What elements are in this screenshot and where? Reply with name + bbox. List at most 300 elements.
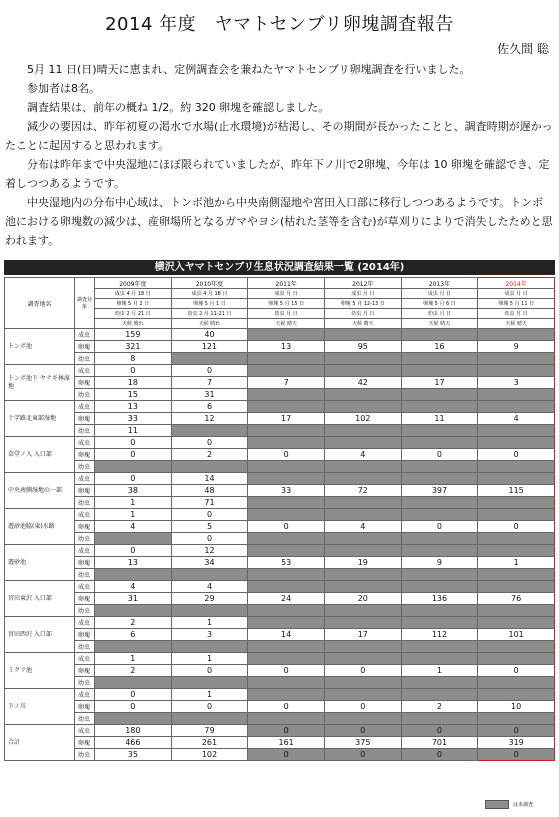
unsurveyed-cell xyxy=(248,533,325,545)
survey-date-cell: 幼虫 月 日 xyxy=(324,309,401,319)
unsurveyed-cell xyxy=(171,353,248,365)
unsurveyed-cell xyxy=(478,653,555,665)
unsurveyed-cell xyxy=(95,461,172,473)
table-row xyxy=(5,449,555,461)
paragraph-survey-date: 5月 11 日(日)晴天に恵まれ、定例調査会を兼ねたヤマトセンブリ卵塊調査を行いました。 xyxy=(27,63,471,76)
target-type: 成虫 xyxy=(75,725,95,737)
count-cell: 2 xyxy=(95,617,172,629)
table-row xyxy=(5,557,555,569)
survey-date-cell: 成虫 月 日 xyxy=(478,289,555,299)
count-cell: 375 xyxy=(324,737,401,749)
unsurveyed-cell xyxy=(248,677,325,689)
site-name: ミクリ池 xyxy=(5,653,75,689)
unsurveyed-cell xyxy=(401,473,478,485)
unsurveyed-cell xyxy=(248,545,325,557)
paragraph-participants: 参加者は8名。 xyxy=(27,82,100,95)
target-type: 幼虫 xyxy=(75,641,95,653)
unsurveyed-cell xyxy=(478,461,555,473)
table-row xyxy=(5,533,555,545)
target-type: 幼虫 xyxy=(75,569,95,581)
count-cell: 0 xyxy=(248,749,325,761)
count-cell: 34 xyxy=(171,557,248,569)
count-cell: 6 xyxy=(95,629,172,641)
unsurveyed-cell xyxy=(401,713,478,725)
survey-date-cell: 成虫 4 月 18 日 xyxy=(95,289,172,299)
target-type: 幼虫 xyxy=(75,353,95,365)
year-header: 2014年 xyxy=(478,278,555,289)
count-cell: 20 xyxy=(324,593,401,605)
count-cell: 17 xyxy=(401,377,478,389)
unsurveyed-cell xyxy=(478,713,555,725)
unsurveyed-cell xyxy=(248,581,325,593)
unsurveyed-cell xyxy=(478,617,555,629)
count-cell: 0 xyxy=(95,473,172,485)
target-type: 幼虫 xyxy=(75,461,95,473)
count-cell: 1 xyxy=(95,653,172,665)
count-cell: 1 xyxy=(95,497,172,509)
count-cell: 115 xyxy=(478,485,555,497)
survey-date-cell: 成虫 月 日 xyxy=(401,289,478,299)
survey-date-cell: 幼虫 月 日 xyxy=(248,309,325,319)
count-cell: 2 xyxy=(171,449,248,461)
count-cell: 13 xyxy=(248,341,325,353)
unsurveyed-cell xyxy=(401,425,478,437)
year-header: 2013年 xyxy=(401,278,478,289)
count-cell: 4 xyxy=(478,413,555,425)
unsurveyed-cell xyxy=(401,581,478,593)
unsurveyed-cell xyxy=(401,365,478,377)
count-cell: 0 xyxy=(248,701,325,713)
target-type: 幼虫 xyxy=(75,533,95,545)
unsurveyed-cell xyxy=(401,389,478,401)
count-cell: 16 xyxy=(401,341,478,353)
count-cell: 159 xyxy=(95,329,172,341)
survey-date-cell: 天候 晴天 xyxy=(401,319,478,329)
target-type: 成虫 xyxy=(75,401,95,413)
unsurveyed-cell xyxy=(171,461,248,473)
unsurveyed-cell xyxy=(248,353,325,365)
unsurveyed-cell xyxy=(401,461,478,473)
site-name: 宮田西沢 入口部 xyxy=(5,617,75,653)
count-cell: 79 xyxy=(171,725,248,737)
survey-date-cell: 幼虫 月 日 xyxy=(401,309,478,319)
table-row xyxy=(5,593,555,605)
target-type: 成虫 xyxy=(75,689,95,701)
unsurveyed-cell xyxy=(401,509,478,521)
unsurveyed-cell xyxy=(248,653,325,665)
count-cell: 112 xyxy=(401,629,478,641)
count-cell: 0 xyxy=(171,701,248,713)
target-type: 卵塊 xyxy=(75,341,95,353)
target-type: 成虫 xyxy=(75,437,95,449)
unsurveyed-cell xyxy=(248,617,325,629)
unsurveyed-cell xyxy=(324,689,401,701)
unsurveyed-cell xyxy=(324,329,401,341)
table-row xyxy=(5,605,555,617)
count-cell: 13 xyxy=(95,401,172,413)
unsurveyed-cell xyxy=(324,497,401,509)
target-type: 成虫 xyxy=(75,545,95,557)
target-type: 成虫 xyxy=(75,653,95,665)
unsurveyed-cell xyxy=(478,581,555,593)
site-name: 草堂ノ入 入口部 xyxy=(5,437,75,473)
count-cell: 1 xyxy=(171,617,248,629)
count-cell: 10 xyxy=(478,701,555,713)
count-cell: 31 xyxy=(95,593,172,605)
paragraph-results: 調査結果は、前年の概ね 1/2。約 320 卵塊を確認しました。 xyxy=(27,101,330,114)
count-cell: 4 xyxy=(324,449,401,461)
target-type: 幼虫 xyxy=(75,677,95,689)
unsurveyed-cell xyxy=(324,605,401,617)
count-cell: 0 xyxy=(401,725,478,737)
table-row xyxy=(5,485,555,497)
count-cell: 12 xyxy=(171,545,248,557)
unsurveyed-cell xyxy=(478,605,555,617)
count-cell: 0 xyxy=(95,437,172,449)
count-cell: 72 xyxy=(324,485,401,497)
table-row xyxy=(5,665,555,677)
unsurveyed-cell xyxy=(248,329,325,341)
table-row xyxy=(5,629,555,641)
count-cell: 0 xyxy=(171,533,248,545)
unsurveyed-cell xyxy=(324,569,401,581)
target-type: 卵塊 xyxy=(75,557,95,569)
count-cell: 0 xyxy=(478,665,555,677)
survey-date-cell: 成虫 月 日 xyxy=(248,289,325,299)
table-row xyxy=(5,689,555,701)
paragraph-distribution: 分布は昨年まで中央湿地にほぼ限られていましたが、昨年下ノ川で2卵塊、今年は 10 卵塊を確認でき、定着しつつあるようです。 xyxy=(5,158,550,190)
count-cell: 14 xyxy=(248,629,325,641)
count-cell: 0 xyxy=(248,521,325,533)
unsurveyed-cell xyxy=(401,353,478,365)
unsurveyed-cell xyxy=(478,641,555,653)
table-row xyxy=(5,341,555,353)
count-cell: 48 xyxy=(171,485,248,497)
unsurveyed-cell xyxy=(248,509,325,521)
unsurveyed-cell xyxy=(248,437,325,449)
count-cell: 466 xyxy=(95,737,172,749)
table-row xyxy=(5,617,555,629)
count-cell: 35 xyxy=(95,749,172,761)
unsurveyed-cell xyxy=(401,677,478,689)
table-row xyxy=(5,641,555,653)
count-cell: 0 xyxy=(401,749,478,761)
table-row xyxy=(5,425,555,437)
count-cell: 4 xyxy=(171,581,248,593)
site-name: 遊砂池 xyxy=(5,545,75,581)
count-cell: 13 xyxy=(95,557,172,569)
count-cell: 0 xyxy=(95,365,172,377)
unsurveyed-cell xyxy=(324,713,401,725)
unsurveyed-cell xyxy=(401,569,478,581)
count-cell: 95 xyxy=(324,341,401,353)
count-cell: 321 xyxy=(95,341,172,353)
site-name: 宮田東沢 入口部 xyxy=(5,581,75,617)
unsurveyed-cell xyxy=(171,713,248,725)
count-cell: 2 xyxy=(95,665,172,677)
count-cell: 24 xyxy=(248,593,325,605)
table-row xyxy=(5,581,555,593)
count-cell: 0 xyxy=(478,449,555,461)
unsurveyed-cell xyxy=(171,569,248,581)
count-cell: 161 xyxy=(248,737,325,749)
target-type: 卵塊 xyxy=(75,737,95,749)
target-type: 成虫 xyxy=(75,581,95,593)
count-cell: 1 xyxy=(171,689,248,701)
unsurveyed-cell xyxy=(324,677,401,689)
target-type: 幼虫 xyxy=(75,713,95,725)
count-cell: 15 xyxy=(95,389,172,401)
count-cell: 102 xyxy=(324,413,401,425)
total-label: 合計 xyxy=(5,725,75,761)
target-type: 成虫 xyxy=(75,329,95,341)
table-row xyxy=(5,353,555,365)
unsurveyed-cell xyxy=(478,677,555,689)
count-cell: 136 xyxy=(401,593,478,605)
count-cell: 7 xyxy=(248,377,325,389)
count-cell: 1 xyxy=(478,557,555,569)
count-cell: 0 xyxy=(171,665,248,677)
unsurveyed-cell xyxy=(171,677,248,689)
count-cell: 11 xyxy=(95,425,172,437)
count-cell: 0 xyxy=(401,449,478,461)
target-type: 卵塊 xyxy=(75,701,95,713)
unsurveyed-cell xyxy=(95,605,172,617)
count-cell: 8 xyxy=(95,353,172,365)
site-column-header: 調査地名 xyxy=(5,278,75,329)
count-cell: 121 xyxy=(171,341,248,353)
unsurveyed-cell xyxy=(478,425,555,437)
count-cell: 76 xyxy=(478,593,555,605)
target-column-header: 調査対象 xyxy=(75,278,95,329)
unsurveyed-cell xyxy=(401,497,478,509)
count-cell: 19 xyxy=(324,557,401,569)
unsurveyed-cell xyxy=(171,641,248,653)
unsurveyed-cell xyxy=(401,545,478,557)
survey-date-cell: 天候 晴れ xyxy=(171,319,248,329)
table-row xyxy=(5,377,555,389)
count-cell: 12 xyxy=(171,413,248,425)
legend-label: は未調査 xyxy=(512,802,533,808)
survey-date-cell: 天候 晴天 xyxy=(478,319,555,329)
table-row xyxy=(5,521,555,533)
count-cell: 0 xyxy=(95,545,172,557)
count-cell: 319 xyxy=(478,737,555,749)
count-cell: 9 xyxy=(478,341,555,353)
count-cell: 0 xyxy=(478,725,555,737)
count-cell: 6 xyxy=(171,401,248,413)
report-title: 2014 年度 ヤマトセンブリ卵塊調査報告 xyxy=(105,14,454,35)
survey-date-cell: 成虫 4 月 18 日 xyxy=(171,289,248,299)
year-header: 2012年 xyxy=(324,278,401,289)
survey-date-cell: 幼虫 月 日 xyxy=(478,309,555,319)
table-row xyxy=(5,437,555,449)
unsurveyed-cell xyxy=(324,401,401,413)
table-row xyxy=(5,653,555,665)
count-cell: 42 xyxy=(324,377,401,389)
unsurveyed-cell xyxy=(248,713,325,725)
unsurveyed-cell xyxy=(324,533,401,545)
table-row xyxy=(5,389,555,401)
survey-date-cell: 成虫 月 日 xyxy=(324,289,401,299)
target-type: 幼虫 xyxy=(75,749,95,761)
results-table xyxy=(4,277,555,761)
count-cell: 5 xyxy=(171,521,248,533)
total-row xyxy=(5,725,555,737)
target-type: 成虫 xyxy=(75,509,95,521)
count-cell: 71 xyxy=(171,497,248,509)
target-type: 卵塊 xyxy=(75,377,95,389)
count-cell: 2 xyxy=(401,701,478,713)
count-cell: 11 xyxy=(401,413,478,425)
site-name: 下ノ川 xyxy=(5,689,75,725)
unsurveyed-cell xyxy=(401,329,478,341)
table-row xyxy=(5,461,555,473)
unsurveyed-cell xyxy=(401,653,478,665)
target-type: 幼虫 xyxy=(75,497,95,509)
survey-date-cell: 卵塊 5 月 6 日 xyxy=(401,299,478,309)
year-header: 2009年度 xyxy=(95,278,172,289)
count-cell: 0 xyxy=(171,365,248,377)
table-row xyxy=(5,329,555,341)
count-cell: 0 xyxy=(324,701,401,713)
unsurveyed-cell xyxy=(95,569,172,581)
table-row xyxy=(5,497,555,509)
unsurveyed-cell xyxy=(324,473,401,485)
table-title: 横沢入ヤマトセンブリ生息状況調査結果一覧 (2014年) xyxy=(4,260,555,275)
count-cell: 701 xyxy=(401,737,478,749)
unsurveyed-cell xyxy=(401,401,478,413)
site-name: 遊砂池脇(東)水路 xyxy=(5,509,75,545)
count-cell: 0 xyxy=(478,521,555,533)
table-row xyxy=(5,545,555,557)
unsurveyed-cell xyxy=(248,365,325,377)
count-cell: 4 xyxy=(95,521,172,533)
target-type: 卵塊 xyxy=(75,665,95,677)
count-cell: 1 xyxy=(95,509,172,521)
unsurveyed-cell xyxy=(95,713,172,725)
report-body xyxy=(5,60,553,250)
unsurveyed-cell xyxy=(248,401,325,413)
count-cell: 33 xyxy=(95,413,172,425)
unsurveyed-cell xyxy=(324,617,401,629)
survey-date-cell: 卵塊 5 月 11 日 xyxy=(478,299,555,309)
unsurveyed-cell xyxy=(324,641,401,653)
count-cell: 0 xyxy=(324,665,401,677)
survey-date-cell: 幼虫 2 月 11-21 日 xyxy=(171,309,248,319)
unsurveyed-cell xyxy=(324,461,401,473)
unsurveyed-cell xyxy=(401,617,478,629)
count-cell: 0 xyxy=(171,437,248,449)
count-cell: 17 xyxy=(324,629,401,641)
survey-date-cell: 卵塊 5 月 12-13 日 xyxy=(324,299,401,309)
survey-date-cell: 天候 晴天 xyxy=(324,319,401,329)
unsurveyed-cell xyxy=(324,545,401,557)
count-cell: 180 xyxy=(95,725,172,737)
unsurveyed-cell xyxy=(478,533,555,545)
unsurveyed-cell xyxy=(248,569,325,581)
count-cell: 0 xyxy=(324,749,401,761)
count-cell: 0 xyxy=(248,449,325,461)
unsurveyed-cell xyxy=(478,389,555,401)
unsurveyed-cell xyxy=(478,509,555,521)
count-cell: 397 xyxy=(401,485,478,497)
count-cell: 38 xyxy=(95,485,172,497)
count-cell: 4 xyxy=(95,581,172,593)
target-type: 卵塊 xyxy=(75,485,95,497)
count-cell: 9 xyxy=(401,557,478,569)
table-row xyxy=(5,677,555,689)
unsurveyed-cell xyxy=(324,581,401,593)
unsurveyed-cell xyxy=(324,353,401,365)
unsurveyed-cell xyxy=(401,437,478,449)
unsurveyed-cell xyxy=(401,641,478,653)
survey-date-cell: 天候 晴天 xyxy=(248,319,325,329)
site-name: 中央南側湿地の一部 xyxy=(5,473,75,509)
year-header-row xyxy=(5,278,555,289)
count-cell: 14 xyxy=(171,473,248,485)
count-cell: 17 xyxy=(248,413,325,425)
unsurveyed-swatch xyxy=(485,800,509,809)
target-type: 卵塊 xyxy=(75,521,95,533)
unsurveyed-cell xyxy=(324,365,401,377)
survey-date-cell: 卵塊 5 月 1 日 xyxy=(171,299,248,309)
unsurveyed-cell xyxy=(478,437,555,449)
site-name: トンボ池 xyxy=(5,329,75,365)
legend xyxy=(485,800,533,809)
count-cell: 29 xyxy=(171,593,248,605)
count-cell: 0 xyxy=(95,701,172,713)
target-type: 成虫 xyxy=(75,365,95,377)
count-cell: 1 xyxy=(401,665,478,677)
target-type: 幼虫 xyxy=(75,605,95,617)
unsurveyed-cell xyxy=(478,545,555,557)
count-cell: 101 xyxy=(478,629,555,641)
count-cell: 53 xyxy=(248,557,325,569)
count-cell: 0 xyxy=(248,725,325,737)
unsurveyed-cell xyxy=(171,425,248,437)
unsurveyed-cell xyxy=(478,497,555,509)
target-type: 卵塊 xyxy=(75,593,95,605)
table-row xyxy=(5,701,555,713)
count-cell: 7 xyxy=(171,377,248,389)
table-row xyxy=(5,569,555,581)
unsurveyed-cell xyxy=(401,689,478,701)
survey-date-cell: 天候 晴れ xyxy=(95,319,172,329)
unsurveyed-cell xyxy=(248,461,325,473)
table-row xyxy=(5,401,555,413)
unsurveyed-cell xyxy=(248,389,325,401)
target-type: 卵塊 xyxy=(75,629,95,641)
count-cell: 31 xyxy=(171,389,248,401)
count-cell: 18 xyxy=(95,377,172,389)
total-row xyxy=(5,737,555,749)
unsurveyed-cell xyxy=(478,353,555,365)
unsurveyed-cell xyxy=(401,605,478,617)
survey-date-cell: 卵塊 5 月 15 日 xyxy=(248,299,325,309)
table-row xyxy=(5,365,555,377)
count-cell: 0 xyxy=(95,449,172,461)
unsurveyed-cell xyxy=(248,605,325,617)
unsurveyed-cell xyxy=(248,473,325,485)
unsurveyed-cell xyxy=(171,605,248,617)
unsurveyed-cell xyxy=(478,329,555,341)
target-type: 卵塊 xyxy=(75,449,95,461)
count-cell: 0 xyxy=(324,725,401,737)
table-row xyxy=(5,509,555,521)
target-type: 成虫 xyxy=(75,617,95,629)
count-cell: 0 xyxy=(248,665,325,677)
